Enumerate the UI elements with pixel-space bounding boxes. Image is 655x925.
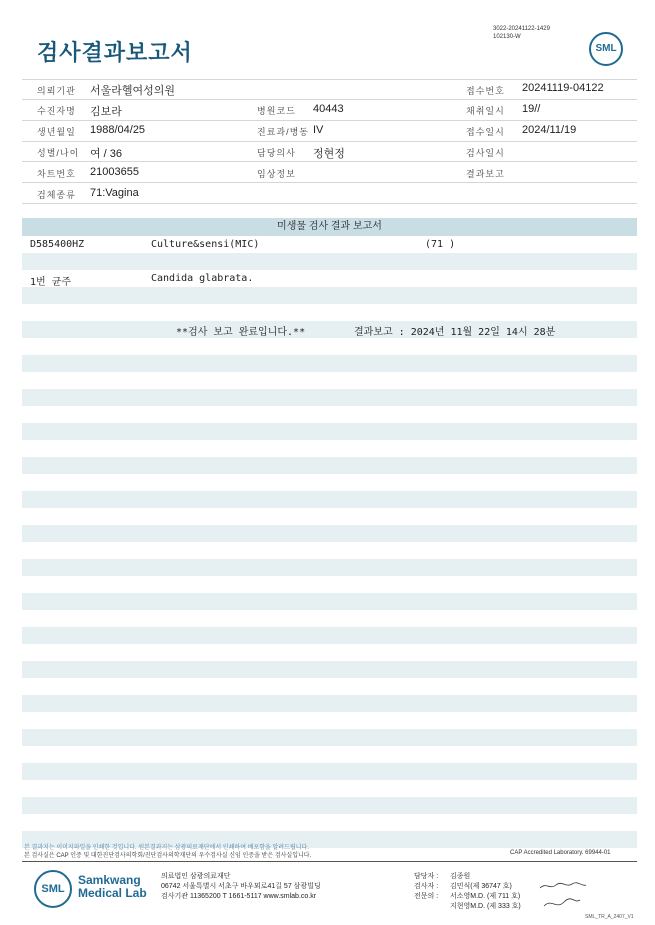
collect-value: 19// [522, 103, 541, 115]
divider [22, 182, 637, 183]
ward-code-label: 병원코드 [257, 106, 296, 116]
row-band [22, 695, 637, 712]
document-id [493, 25, 550, 41]
chart-label: 차트번호 [37, 169, 76, 179]
clinical-label: 임상정보 [257, 169, 296, 179]
receipt-date-label: 접수일시 [466, 127, 505, 137]
report-complete: **검사 보고 완료입니다.** [176, 327, 306, 338]
row-band [22, 593, 637, 610]
test-extra: (71 ) [425, 239, 456, 250]
dob-label: 생년월일 [37, 127, 76, 137]
divider [22, 161, 637, 162]
org-address: 06742 서울특별시 서초구 바우뫼로41길 57 삼광빌딩 [161, 883, 321, 890]
test-name: Culture&sensi(MIC) [151, 239, 260, 250]
ward-code-value: 40443 [313, 103, 344, 115]
test-date-label: 검사일시 [466, 148, 505, 158]
specialist-label: 전문의 : [414, 893, 439, 900]
row-band [22, 559, 637, 576]
chart-value: 21003655 [90, 166, 139, 178]
section-title: 미생물 검사 결과 보고서 [22, 218, 637, 236]
org-info [161, 872, 321, 902]
report-label: 결과보고 [466, 169, 505, 179]
staff-label: 담당자 : [414, 873, 439, 880]
sex-age-value: 여 / 36 [90, 148, 123, 160]
org-name: 의료법인 삼광의료재단 [161, 873, 231, 880]
row-band [22, 423, 637, 440]
row-band [22, 491, 637, 508]
row-band [22, 763, 637, 780]
brand-line2: Medical Lab [78, 886, 147, 900]
specimen-value: 71:Vagina [90, 187, 139, 199]
reception-no-label: 접수번호 [466, 86, 505, 96]
org-contact: 검사기관 11365200 T 1661-5117 www.smlab.co.kr [161, 893, 317, 900]
sml-footer-logo: SML [34, 870, 72, 908]
requester-label: 의뢰기관 [37, 86, 76, 96]
row-band [22, 661, 637, 678]
test-code: D585400HZ [30, 239, 85, 250]
signature-icon [542, 894, 582, 912]
row-band [22, 525, 637, 542]
tester-value: 김민식(제 36747 호) [450, 883, 512, 890]
row-band [22, 287, 637, 304]
brand-name [78, 874, 147, 900]
row-band [22, 627, 637, 644]
specimen-label: 검체종류 [37, 190, 76, 200]
receipt-date-value: 2024/11/19 [522, 124, 577, 136]
dept-label: 진료과/병동 [257, 127, 309, 137]
doctor-value: 정현정 [313, 148, 345, 160]
dob-value: 1988/04/25 [90, 124, 146, 136]
row-band [22, 797, 637, 814]
row-band [22, 355, 637, 372]
page-title: 검사결과보고서 [37, 40, 193, 65]
document-id-line2: 102130-W [493, 34, 521, 40]
reception-no-value: 20241119-04122 [522, 82, 604, 94]
staff-labels [414, 872, 438, 902]
patient-label: 수진자명 [37, 106, 76, 116]
form-code: SML_TR_A_2407_V1 [585, 914, 634, 920]
document-id-line1: 3022-20241122-1429 [493, 26, 550, 32]
sml-logo: SML [589, 32, 623, 66]
divider [22, 99, 637, 100]
specialist2-value: 지현영M.D. (제 333 호) [450, 903, 521, 910]
row-band [22, 457, 637, 474]
cap-accreditation: CAP Accredited Laboratory. 69944-01 [510, 850, 611, 856]
row-band [22, 253, 637, 270]
patient-value: 김보라 [90, 106, 122, 118]
isolate-label: 1번 균주 [30, 277, 72, 288]
collect-label: 채취일시 [466, 106, 505, 116]
tester-label: 검사자 : [414, 883, 439, 890]
brand-line1: Samkwang [78, 873, 141, 887]
signature-icon [538, 880, 588, 892]
dept-value: IV [313, 124, 324, 136]
specialist1-value: 서소영M.D. (제 711 호) [450, 893, 521, 900]
footer-note-2: 본 검사실은 CAP 인증 및 대한진단검사의학회/진단검사의학재단의 우수검사실 신임 인증을 받은 검사실입니다. [24, 853, 312, 859]
divider [22, 203, 637, 204]
requester-value: 서울라헬여성의원 [90, 85, 176, 97]
doctor-label: 담당의사 [257, 148, 296, 158]
staff-value: 김종원 [450, 873, 471, 880]
report-time: 결과보고 : 2024년 11월 22일 14시 28분 [354, 327, 556, 338]
row-band [22, 729, 637, 746]
divider [22, 141, 637, 142]
isolate-value: Candida glabrata. [151, 273, 254, 284]
divider [22, 120, 637, 121]
row-band [22, 389, 637, 406]
staff-values [450, 872, 521, 912]
footer-divider [22, 861, 637, 862]
sex-age-label: 성별/나이 [37, 148, 80, 158]
divider [22, 79, 637, 80]
footer-note-1: 본 결과지는 이미지파일을 인쇄한 것입니다. 원본결과지는 삼광의료재단에서 인쇄하여 배포함을 알려드립니다. [24, 845, 309, 851]
